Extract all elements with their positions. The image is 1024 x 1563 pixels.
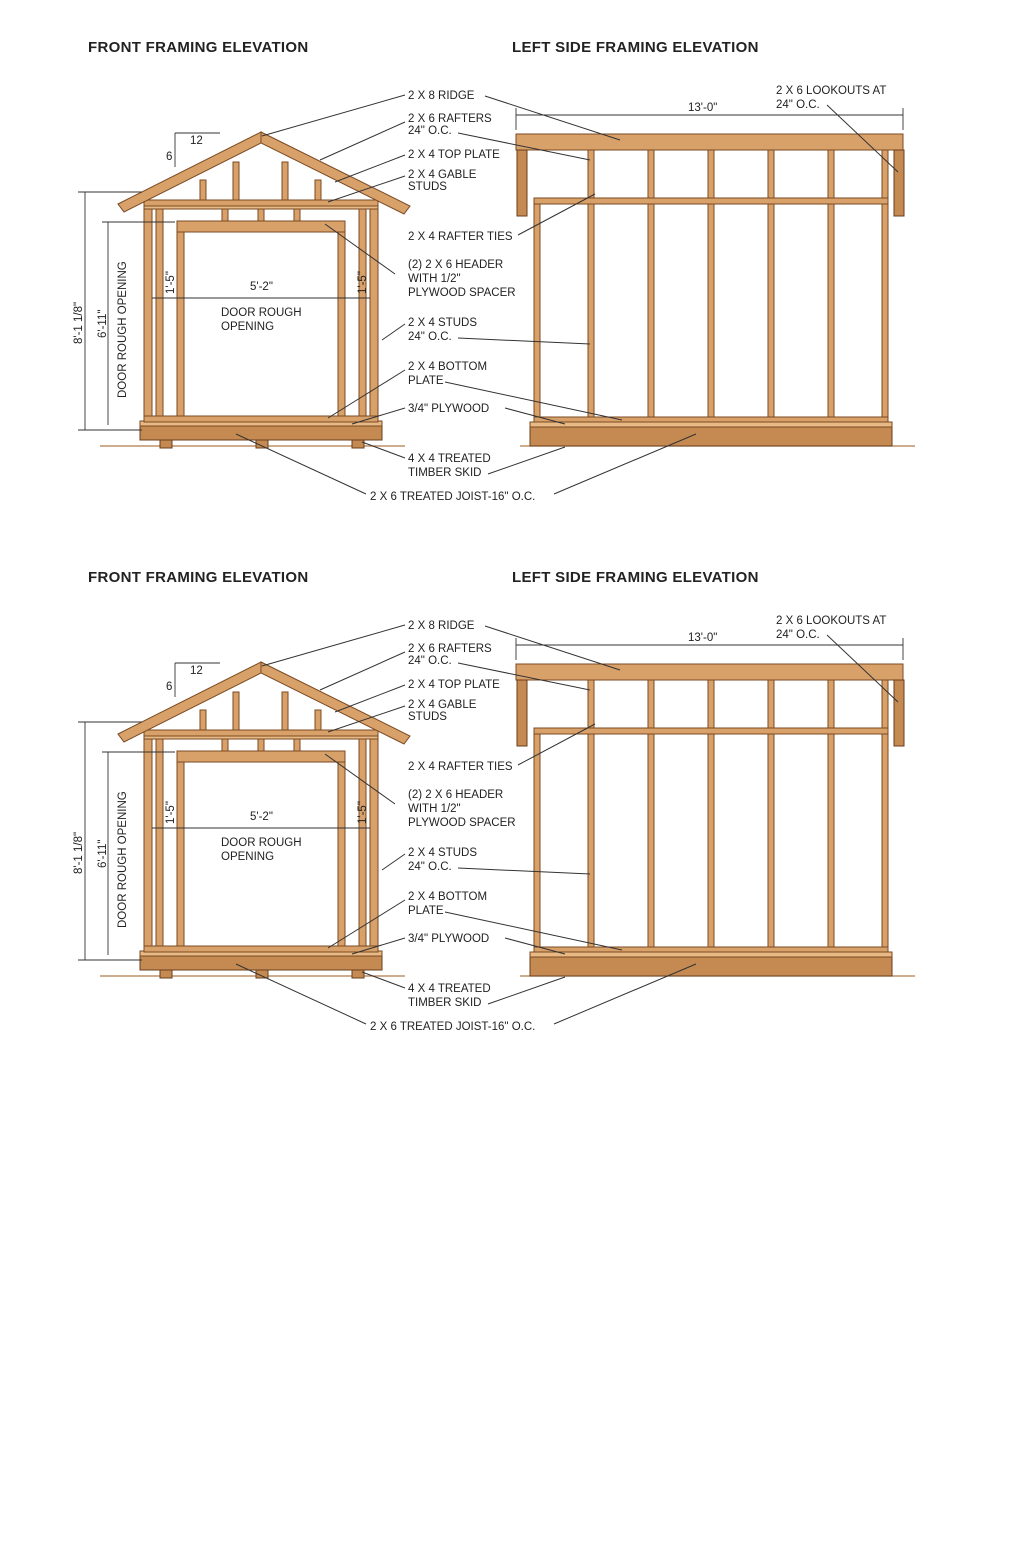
label-ridge: 2 X 8 RIDGE — [408, 90, 475, 102]
bottom-plate — [144, 946, 378, 952]
gable-stud — [315, 710, 321, 730]
side-stud — [768, 734, 774, 947]
side-rafter — [828, 680, 834, 728]
label-bottom-1: 2 X 4 BOTTOM — [408, 361, 488, 373]
pitch-run: 12 — [190, 665, 203, 677]
side-rafter — [708, 150, 714, 198]
side-rafter — [588, 150, 594, 198]
cripple-stud — [258, 739, 264, 751]
label-gable-1: 2 X 4 GABLE — [408, 699, 477, 711]
fascia-board — [516, 134, 903, 150]
overall-height: 8'-1 1/8" — [73, 831, 85, 874]
label-bottom-2: PLATE — [408, 375, 444, 387]
framing-drawing — [60, 552, 930, 1062]
framing-panel — [60, 552, 930, 1062]
leader-skid — [362, 972, 405, 988]
label-skid-1: 4 X 4 TREATED — [408, 983, 491, 995]
pitch-rise: 6 — [166, 151, 173, 163]
label-header-2: WITH 1/2" — [408, 273, 461, 285]
leader-joist — [236, 434, 366, 494]
label-header-1: (2) 2 X 6 HEADER — [408, 259, 504, 271]
leader-skid — [488, 447, 565, 474]
side-stud — [708, 734, 714, 947]
label-top-plate: 2 X 4 TOP PLATE — [408, 679, 500, 691]
front-elevation — [73, 132, 410, 448]
leader-ridge — [485, 96, 620, 140]
door-text-1: DOOR ROUGH — [221, 307, 302, 319]
skid — [160, 970, 172, 978]
lookout-left — [517, 680, 527, 746]
door-header — [177, 751, 345, 762]
door-text-1: DOOR ROUGH — [221, 837, 302, 849]
leader-rafters — [320, 652, 405, 690]
side-stud — [588, 734, 594, 947]
length-dim: 13'-0" — [688, 102, 718, 114]
side-rafter — [708, 680, 714, 728]
door-width: 5'-2" — [250, 281, 273, 293]
plywood-floor — [530, 952, 892, 957]
skid — [160, 440, 172, 448]
label-skid-2: TIMBER SKID — [408, 997, 482, 1009]
label-rafter-ties: 2 X 4 RAFTER TIES — [408, 231, 513, 243]
side-rafter — [828, 150, 834, 198]
label-rafters-2: 24" O.C. — [408, 655, 452, 667]
door-opening-label: DOOR ROUGH OPENING — [117, 261, 129, 398]
jack-stud — [338, 762, 345, 946]
side-rafter — [768, 150, 774, 198]
bottom-plate — [144, 416, 378, 422]
gable-stud — [282, 692, 288, 730]
cripple-stud — [222, 209, 228, 221]
label-rafters-1: 2 X 6 RAFTERS — [408, 113, 492, 125]
lookout-left — [517, 150, 527, 216]
corner-stud — [144, 205, 152, 416]
side-rafters — [588, 680, 888, 728]
side-elevation — [516, 102, 915, 446]
label-gable-1: 2 X 4 GABLE — [408, 169, 477, 181]
leader-studs — [458, 338, 590, 344]
label-studs-2: 24" O.C. — [408, 861, 452, 873]
label-lookouts-2: 24" O.C. — [776, 629, 820, 641]
floor-joist — [530, 426, 892, 446]
door-header — [177, 221, 345, 232]
leader-ridge — [262, 625, 405, 666]
leader-joist — [236, 964, 366, 1024]
side-elevation-title: LEFT SIDE FRAMING ELEVATION — [512, 569, 759, 586]
stud — [156, 205, 163, 416]
top-plate — [534, 728, 888, 734]
gable-stud — [200, 710, 206, 730]
leader-skid — [488, 977, 565, 1004]
door-height: 6'-11" — [97, 839, 109, 868]
door-height: 6'-11" — [97, 309, 109, 338]
side-studs — [534, 734, 888, 947]
rafter-tie-markers — [588, 716, 888, 728]
corner-stud — [370, 205, 378, 416]
floor-joist — [530, 956, 892, 976]
door-text-2: OPENING — [221, 851, 275, 863]
leader-rafters — [320, 122, 405, 160]
stud — [359, 205, 366, 416]
label-gable-2: STUDS — [408, 181, 447, 193]
side-right-dim: 1'-5" — [357, 801, 369, 824]
side-right-dim: 1'-5" — [357, 271, 369, 294]
leader-ridge — [262, 95, 405, 136]
leader-skid — [362, 442, 405, 458]
door-text-2: OPENING — [221, 321, 275, 333]
pitch-run: 12 — [190, 135, 203, 147]
gable-stud — [233, 692, 239, 730]
cripple-stud — [294, 209, 300, 221]
cripple-stud — [222, 739, 228, 751]
side-stud — [648, 204, 654, 417]
rafter-tie-markers — [588, 186, 888, 198]
front-elevation-title: FRONT FRAMING ELEVATION — [88, 569, 309, 586]
label-rafters-1: 2 X 6 RAFTERS — [408, 643, 492, 655]
front-elevation-title: FRONT FRAMING ELEVATION — [88, 39, 309, 56]
label-joist: 2 X 6 TREATED JOIST-16" O.C. — [370, 1021, 536, 1033]
side-rafter — [648, 150, 654, 198]
gable-stud — [200, 180, 206, 200]
lookout-right — [894, 680, 904, 746]
front-elevation — [73, 662, 410, 978]
corner-stud — [370, 735, 378, 946]
leader-top-plate — [335, 685, 405, 712]
label-ridge: 2 X 8 RIDGE — [408, 620, 475, 632]
framing-panel — [60, 22, 930, 532]
jack-stud — [177, 762, 184, 946]
gable-stud — [282, 162, 288, 200]
floor-joist — [140, 425, 382, 440]
side-stud — [534, 734, 540, 947]
label-plywood: 3/4" PLYWOOD — [408, 403, 490, 415]
label-lookouts-1: 2 X 6 LOOKOUTS AT — [776, 615, 887, 627]
leader-top-plate — [335, 155, 405, 182]
length-dim: 13'-0" — [688, 632, 718, 644]
stud — [156, 735, 163, 946]
side-rafter — [648, 680, 654, 728]
top-plate — [144, 730, 378, 736]
side-stud — [534, 204, 540, 417]
side-rafter — [588, 680, 594, 728]
side-rafters — [588, 150, 888, 198]
corner-stud — [144, 735, 152, 946]
side-stud — [882, 734, 888, 947]
side-elevation-title: LEFT SIDE FRAMING ELEVATION — [512, 39, 759, 56]
leader-studs — [458, 868, 590, 874]
gable-stud — [315, 180, 321, 200]
side-studs — [534, 204, 888, 417]
cripple-stud — [258, 209, 264, 221]
jack-stud — [177, 232, 184, 416]
label-gable-2: STUDS — [408, 711, 447, 723]
fascia-board — [516, 664, 903, 680]
label-skid-1: 4 X 4 TREATED — [408, 453, 491, 465]
leader-studs — [382, 324, 405, 340]
stud — [359, 735, 366, 946]
floor-joist — [140, 955, 382, 970]
door-width: 5'-2" — [250, 811, 273, 823]
door-opening-label: DOOR ROUGH OPENING — [117, 791, 129, 928]
label-studs-1: 2 X 4 STUDS — [408, 317, 478, 329]
side-left-dim: 1'-5" — [165, 271, 177, 294]
label-studs-1: 2 X 4 STUDS — [408, 847, 478, 859]
label-plywood: 3/4" PLYWOOD — [408, 933, 490, 945]
label-top-plate: 2 X 4 TOP PLATE — [408, 149, 500, 161]
overall-height: 8'-1 1/8" — [73, 301, 85, 344]
label-lookouts-2: 24" O.C. — [776, 99, 820, 111]
side-stud — [708, 204, 714, 417]
label-studs-2: 24" O.C. — [408, 331, 452, 343]
top-plate — [144, 200, 378, 206]
label-skid-2: TIMBER SKID — [408, 467, 482, 479]
leader-ridge — [485, 626, 620, 670]
side-stud — [648, 734, 654, 947]
leader-studs — [382, 854, 405, 870]
side-rafter — [768, 680, 774, 728]
cripple-stud — [294, 739, 300, 751]
side-stud — [588, 204, 594, 417]
lookout-right — [894, 150, 904, 216]
framing-drawing — [60, 22, 930, 532]
label-bottom-1: 2 X 4 BOTTOM — [408, 891, 488, 903]
skid — [352, 440, 364, 448]
label-bottom-2: PLATE — [408, 905, 444, 917]
pitch-rise: 6 — [166, 681, 173, 693]
side-left-dim: 1'-5" — [165, 801, 177, 824]
label-header-3: PLYWOOD SPACER — [408, 817, 516, 829]
gable-stud — [233, 162, 239, 200]
plywood-floor — [530, 422, 892, 427]
top-plate — [534, 198, 888, 204]
bottom-plate — [534, 417, 888, 422]
label-header-3: PLYWOOD SPACER — [408, 287, 516, 299]
label-lookouts-1: 2 X 6 LOOKOUTS AT — [776, 85, 887, 97]
label-header-1: (2) 2 X 6 HEADER — [408, 789, 504, 801]
label-header-2: WITH 1/2" — [408, 803, 461, 815]
label-rafters-2: 24" O.C. — [408, 125, 452, 137]
jack-stud — [338, 232, 345, 416]
label-rafter-ties: 2 X 4 RAFTER TIES — [408, 761, 513, 773]
label-joist: 2 X 6 TREATED JOIST-16" O.C. — [370, 491, 536, 503]
side-stud — [882, 204, 888, 417]
side-stud — [768, 204, 774, 417]
side-stud — [828, 734, 834, 947]
side-stud — [828, 204, 834, 417]
skid — [352, 970, 364, 978]
side-elevation — [516, 632, 915, 976]
bottom-plate — [534, 947, 888, 952]
